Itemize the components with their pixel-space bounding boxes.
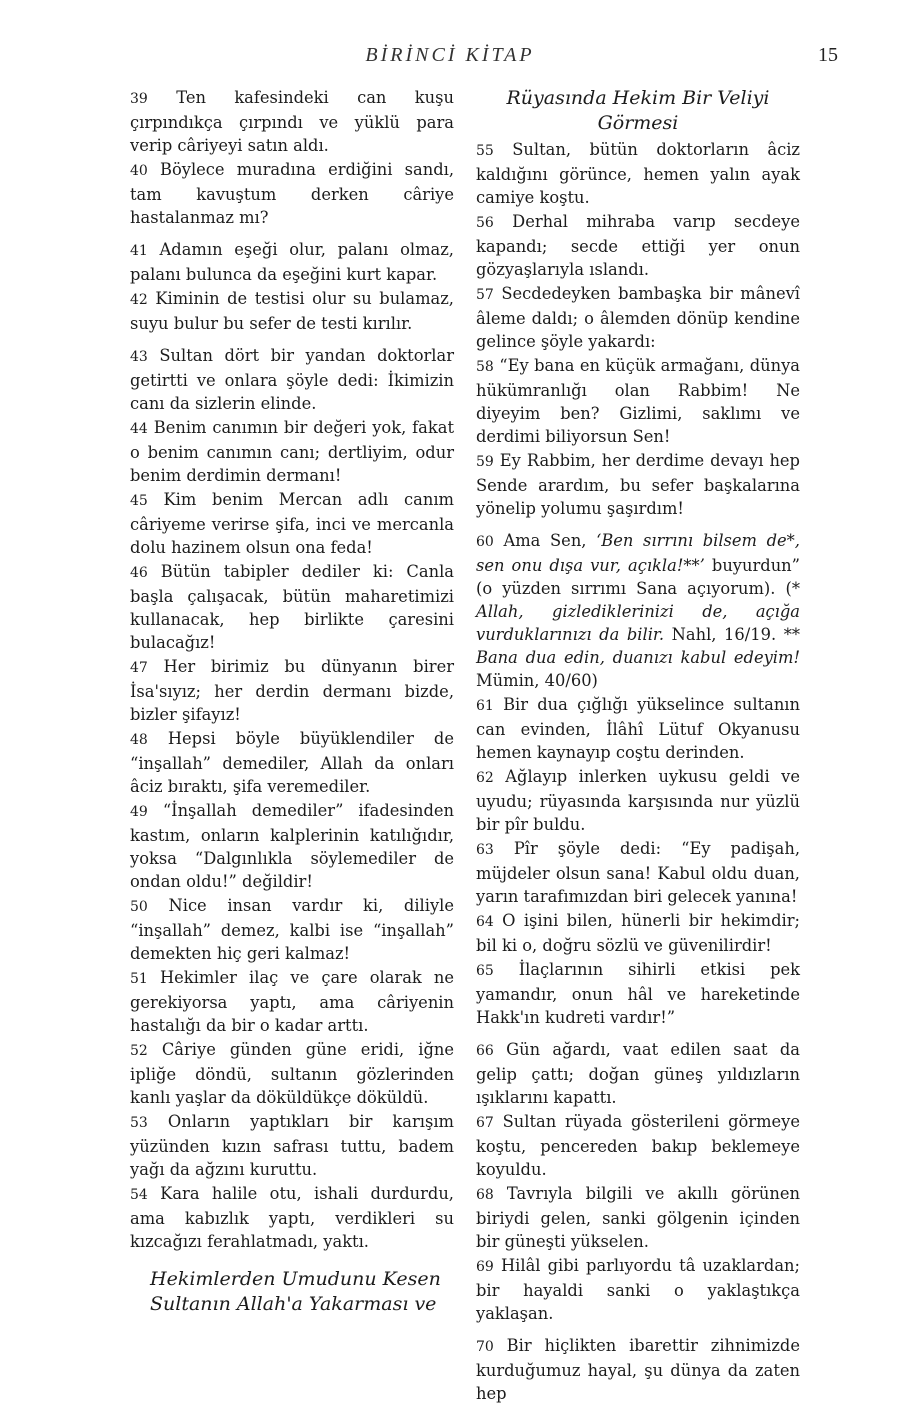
- verse-47: 47 Her birimiz bu dünyanın birer İsa'sıyız; her derdin dermanı bizde, bizler şifayız!: [130, 657, 454, 724]
- verse-52: 52 Câriye günden güne eridi, iğne ipliğe döndü, sultanın gözlerinden kanlı yaşlar da döküldükçe döküldü.: [130, 1040, 454, 1107]
- verse-49: 49 “İnşallah demediler” ifadesinden kastım, onların kalplerinin katılığıdır, yoksa “Dalgınlıkla söylemediler de ondan oldu!” değildir!: [130, 801, 454, 891]
- verse-57: 57 Secdedeyken bambaşka bir mânevî âleme daldı; o âlemden dönüp kendine gelince şöyle yakardı:: [476, 284, 800, 351]
- right-column: [476, 86, 800, 1406]
- verse-58: 58 “Ey bana en küçük armağanı, dünya hükümranlığı olan Rabbim! Ne diyeyim ben? Gizlimi, saklımı ve derdimi biliyorsun Sen!: [476, 356, 800, 446]
- verse-45: 45 Kim benim Mercan adlı canım câriyeme verirse şifa, inci ve mercanla dolu hazinem olsun ona feda!: [130, 490, 454, 557]
- section-heading-left: Hekimlerden Umudunu Kesen Sultanın Allah'a Yakarması ve: [150, 1268, 441, 1315]
- verse-41: 41 Adamın eşeği olur, palanı olmaz, palanı bulunca da eşeğini kurt kapar.: [130, 240, 454, 284]
- verse-55: 55 Sultan, bütün doktorların âciz kaldığını görünce, hemen yalın ayak camiye koştu.: [476, 140, 800, 207]
- verse-70: 70 Bir hiçlikten ibarettir zihnimizde kurduğumuz hayal, şu dünya da zaten hep: [476, 1336, 800, 1403]
- verse-43: 43 Sultan dört bir yandan doktorlar getirtti ve onlara şöyle dedi: İkimizin canı da sizlerin elinde.: [130, 346, 454, 413]
- verse-54: 54 Kara halile otu, ishali durdurdu, ama kabızlık yaptı, verdikleri su kızcağızı ferahlatmadı, yaktı.: [130, 1184, 454, 1251]
- verse-67: 67 Sultan rüyada gösterileni görmeye koştu, pencereden bakıp beklemeye koyuldu.: [476, 1112, 800, 1179]
- page-number: 15: [818, 44, 838, 66]
- verse-48: 48 Hepsi böyle büyüklendiler de “inşallah” demediler, Allah da onları âciz bıraktı, şifa veremediler.: [130, 729, 454, 796]
- left-column: [130, 86, 454, 1319]
- verse-68: 68 Tavrıyla bilgili ve akıllı görünen biriydi gelen, sanki gölgenin içinden bir güneşti yükselen.: [476, 1184, 800, 1251]
- running-header: BİRİNCİ KİTAP: [365, 44, 535, 66]
- verse-63: 63 Pîr şöyle dedi: “Ey padişah, müjdeler olsun sana! Kabul oldu duan, yarın tarafımızdan biri gelecek yanına!: [476, 839, 800, 906]
- verse-40: 40 Böylece muradına erdiğini sandı, tam kavuştum derken câriye hastalanmaz mı?: [130, 160, 454, 227]
- verse-51: 51 Hekimler ilaç ve çare olarak ne gerekiyorsa yaptı, ama câriyenin hastalığı da bir o kadar arttı.: [130, 968, 454, 1035]
- verse-61: 61 Bir dua çığlığı yükselince sultanın can evinden, İlâhî Lütuf Okyanusu hemen kaynayıp coştu derinden.: [476, 695, 800, 762]
- verse-69: 69 Hilâl gibi parlıyordu tâ uzaklardan; bir hayaldi sanki o yaklaştıkça yaklaşan.: [476, 1256, 800, 1323]
- verse-53: 53 Onların yaptıkları bir karışım yüzünden kızın safrası tuttu, badem yağı da ağzını kuruttu.: [130, 1112, 454, 1179]
- section-heading-right: Rüyasında Hekim Bir Veliyi Görmesi: [506, 87, 770, 134]
- verse-42: 42 Kiminin de testisi olur su bulamaz, suyu bulur bu sefer de testi kırılır.: [130, 289, 454, 333]
- verse-64: 64 O işini bilen, hünerli bir hekimdir; bil ki o, doğru sözlü ve güvenilirdir!: [476, 911, 800, 955]
- verse-62: 62 Ağlayıp inlerken uykusu geldi ve uyudu; rüyasında karşısında nur yüzlü bir pîr buldu.: [476, 767, 800, 834]
- verse-44: 44 Benim canımın bir değeri yok, fakat o benim canımın canı; dertliyim, odur benim derdimin dermanı!: [130, 418, 454, 485]
- verse-46: 46 Bütün tabipler dediler ki: Canla başla çalışacak, bütün maharetimizi kullanacak, hep birlikte çaresini bulacağız!: [130, 562, 454, 652]
- verse-56: 56 Derhal mihraba varıp secdeye kapandı; secde ettiği yer onun gözyaşlarıyla ıslandı.: [476, 212, 800, 279]
- verse-66: 66 Gün ağardı, vaat edilen saat da gelip çattı; doğan güneş yıldızların ışıklarını kapattı.: [476, 1040, 800, 1107]
- verse-65: 65 İlaçlarının sihirli etkisi pek yamandır, onun hâl ve hareketinde Hakk'ın kudreti vardır!”: [476, 960, 800, 1027]
- verse-50: 50 Nice insan vardır ki, diliyle “inşallah” demez, kalbi ise “inşallah” demekten hiç geri kalmaz!: [130, 896, 454, 963]
- verse-59: 59 Ey Rabbim, her derdime devayı hep Sende arardım, bu sefer başkalarına yönelip yolumu şaşırdım!: [476, 451, 800, 518]
- verse-39: 39 Ten kafesindeki can kuşu çırpındıkça çırpındı ve yüklü para verip câriyeyi satın aldı.: [130, 88, 454, 155]
- verse-60: 60 Ama Sen, ‘Ben sırrını bilsem de*, sen onu dışa vur, açıkla!**’ buyurdun” (o yüzden sırrımı Sana açıyorum). (* Allah, gizlediklerinizi de, açığa vurduklarınızı da bilir. Nahl, 16/19. ** Bana dua edin, duanızı kabul edeyim! Mümin, 40/60): [476, 531, 800, 690]
